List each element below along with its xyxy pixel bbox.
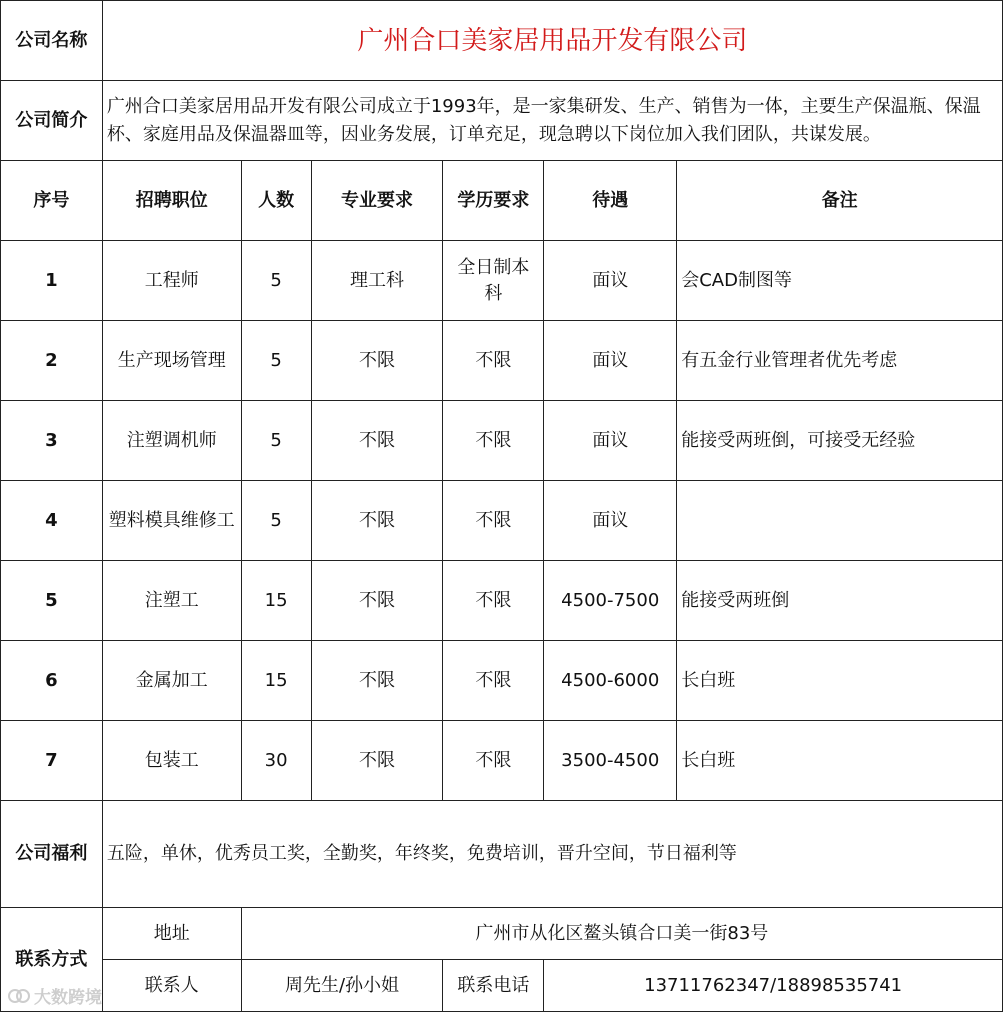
row-salary: 4500-7500 <box>544 561 677 641</box>
row-count: 5 <box>241 401 311 481</box>
row-salary: 3500-4500 <box>544 721 677 801</box>
row-major: 理工科 <box>311 241 443 321</box>
row-no: 4 <box>1 481 103 561</box>
table-row <box>1 481 1003 561</box>
row-count: 30 <box>241 721 311 801</box>
row-education: 全日制本科 <box>443 241 544 321</box>
row-salary: 面议 <box>544 401 677 481</box>
row-note <box>677 481 1003 561</box>
row-position: 金属加工 <box>102 641 241 721</box>
phone-value: 13711762347/18898535741 <box>544 960 1003 1012</box>
row-position: 注塑调机师 <box>102 401 241 481</box>
row-no: 7 <box>1 721 103 801</box>
row-no: 1 <box>1 241 103 321</box>
row-education: 不限 <box>443 721 544 801</box>
watermark-text: 大数跨境 <box>34 988 102 1008</box>
table-row <box>1 401 1003 481</box>
contact-person-row <box>1 960 1003 1012</box>
row-note: 长白班 <box>677 641 1003 721</box>
table-row <box>1 561 1003 641</box>
row-education: 不限 <box>443 481 544 561</box>
header-major: 专业要求 <box>311 161 443 241</box>
address-value: 广州市从化区鳌头镇合口美一街83号 <box>241 908 1002 960</box>
row-count: 5 <box>241 321 311 401</box>
row-major: 不限 <box>311 401 443 481</box>
company-intro-label: 公司简介 <box>1 81 103 161</box>
row-no: 6 <box>1 641 103 721</box>
table-row <box>1 321 1003 401</box>
row-note: 能接受两班倒，可接受无经验 <box>677 401 1003 481</box>
table-row <box>1 721 1003 801</box>
row-note: 能接受两班倒 <box>677 561 1003 641</box>
person-label: 联系人 <box>102 960 241 1012</box>
row-note: 长白班 <box>677 721 1003 801</box>
row-count: 5 <box>241 481 311 561</box>
row-position: 生产现场管理 <box>102 321 241 401</box>
row-major: 不限 <box>311 641 443 721</box>
person-value: 周先生/孙小姐 <box>241 960 443 1012</box>
row-education: 不限 <box>443 401 544 481</box>
row-major: 不限 <box>311 321 443 401</box>
header-salary: 待遇 <box>544 161 677 241</box>
row-education: 不限 <box>443 641 544 721</box>
contact-address-row <box>1 908 1003 960</box>
row-position: 塑料模具维修工 <box>102 481 241 561</box>
row-major: 不限 <box>311 721 443 801</box>
row-count: 15 <box>241 641 311 721</box>
row-salary: 面议 <box>544 481 677 561</box>
row-no: 2 <box>1 321 103 401</box>
row-note: 会CAD制图等 <box>677 241 1003 321</box>
header-no: 序号 <box>1 161 103 241</box>
row-salary: 4500-6000 <box>544 641 677 721</box>
table-row <box>1 241 1003 321</box>
row-count: 15 <box>241 561 311 641</box>
benefits-label: 公司福利 <box>1 801 103 908</box>
company-intro: 广州合口美家居用品开发有限公司成立于1993年，是一家集研发、生产、销售为一体，主要生产保温瓶、保温杯、家庭用品及保温器皿等，因业务发展，订单充足，现急聘以下岗位加入我们团队，共谋发展。 <box>102 81 1002 161</box>
phone-label: 联系电话 <box>443 960 544 1012</box>
row-major: 不限 <box>311 561 443 641</box>
row-position: 注塑工 <box>102 561 241 641</box>
company-name-label: 公司名称 <box>1 1 103 81</box>
header-count: 人数 <box>241 161 311 241</box>
row-major: 不限 <box>311 481 443 561</box>
row-salary: 面议 <box>544 241 677 321</box>
row-count: 5 <box>241 241 311 321</box>
company-intro-row <box>1 81 1003 161</box>
header-education: 学历要求 <box>443 161 544 241</box>
row-note: 有五金行业管理者优先考虑 <box>677 321 1003 401</box>
benefits-text: 五险，单休，优秀员工奖，全勤奖，年终奖，免费培训，晋升空间，节日福利等 <box>102 801 1002 908</box>
table-header-row <box>1 161 1003 241</box>
company-name: 广州合口美家居用品开发有限公司 <box>102 1 1002 81</box>
row-education: 不限 <box>443 561 544 641</box>
header-note: 备注 <box>677 161 1003 241</box>
address-label: 地址 <box>102 908 241 960</box>
table-row <box>1 641 1003 721</box>
row-no: 3 <box>1 401 103 481</box>
company-name-row <box>1 1 1003 81</box>
row-education: 不限 <box>443 321 544 401</box>
row-no: 5 <box>1 561 103 641</box>
header-position: 招聘职位 <box>102 161 241 241</box>
benefits-row <box>1 801 1003 908</box>
row-position: 工程师 <box>102 241 241 321</box>
contact-label: 联系方式 <box>1 908 103 1012</box>
row-salary: 面议 <box>544 321 677 401</box>
row-position: 包装工 <box>102 721 241 801</box>
